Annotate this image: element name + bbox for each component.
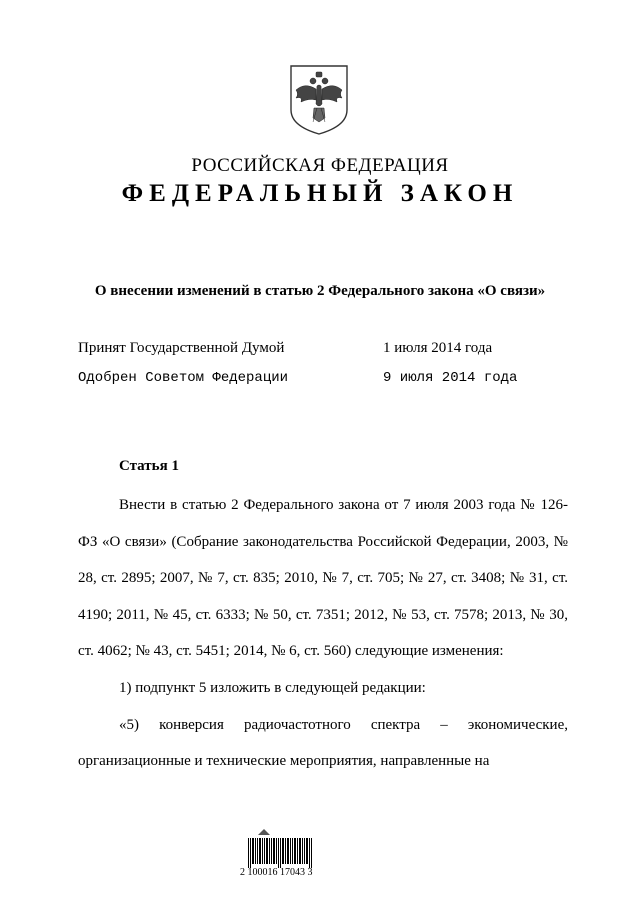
barcode-mark-icon xyxy=(257,828,271,836)
adoption-date: 9 июля 2014 года xyxy=(383,370,518,386)
adoption-label: Принят Государственной Думой xyxy=(78,340,285,356)
barcode-number: 2 100016 17043 3 xyxy=(240,867,313,878)
coat-of-arms-emblem xyxy=(287,64,351,136)
document-type: ФЕДЕРАЛЬНЫЙ ЗАКОН xyxy=(121,180,519,207)
law-title: О внесении изменений в статью 2 Федерального закона «О связи» xyxy=(94,283,546,299)
article-paragraph: «5) конверсия радиочастотного спектра – экономические, организационные и технические мероприятия, направленные на xyxy=(78,716,568,770)
adoption-row-council xyxy=(78,370,578,390)
article-paragraph: Внести в статью 2 Федерального закона от 7 июля 2003 года № 126-ФЗ «О связи» (Собрание законодательства Российской Федерации, 2003, № 28, ст. 2895; 2007, № 7, ст. 835; 2010, № 7, ст. 705; № 27, ст. 3408; № 31, ст. 4190; 2011, № 45, ст. 6333; № 50, ст. 7351; 2012, № 53, ст. 7578; 2013, № 30, ст. 4062; № 43, ст. 5451; 2014, № 6, ст. 560) следующие изменения: xyxy=(78,497,568,660)
barcode-bars xyxy=(248,838,312,868)
adoption-row-duma xyxy=(78,340,578,360)
country-name: РОССИЙСКАЯ ФЕДЕРАЦИЯ xyxy=(191,155,449,176)
adoption-label: Одобрен Советом Федерации xyxy=(78,370,289,386)
adoption-date: 1 июля 2014 года xyxy=(383,340,493,356)
article-body xyxy=(78,487,568,780)
article-heading: Статья 1 xyxy=(119,458,179,474)
article-paragraph: 1) подпункт 5 изложить в следующей редакции: xyxy=(119,679,426,696)
